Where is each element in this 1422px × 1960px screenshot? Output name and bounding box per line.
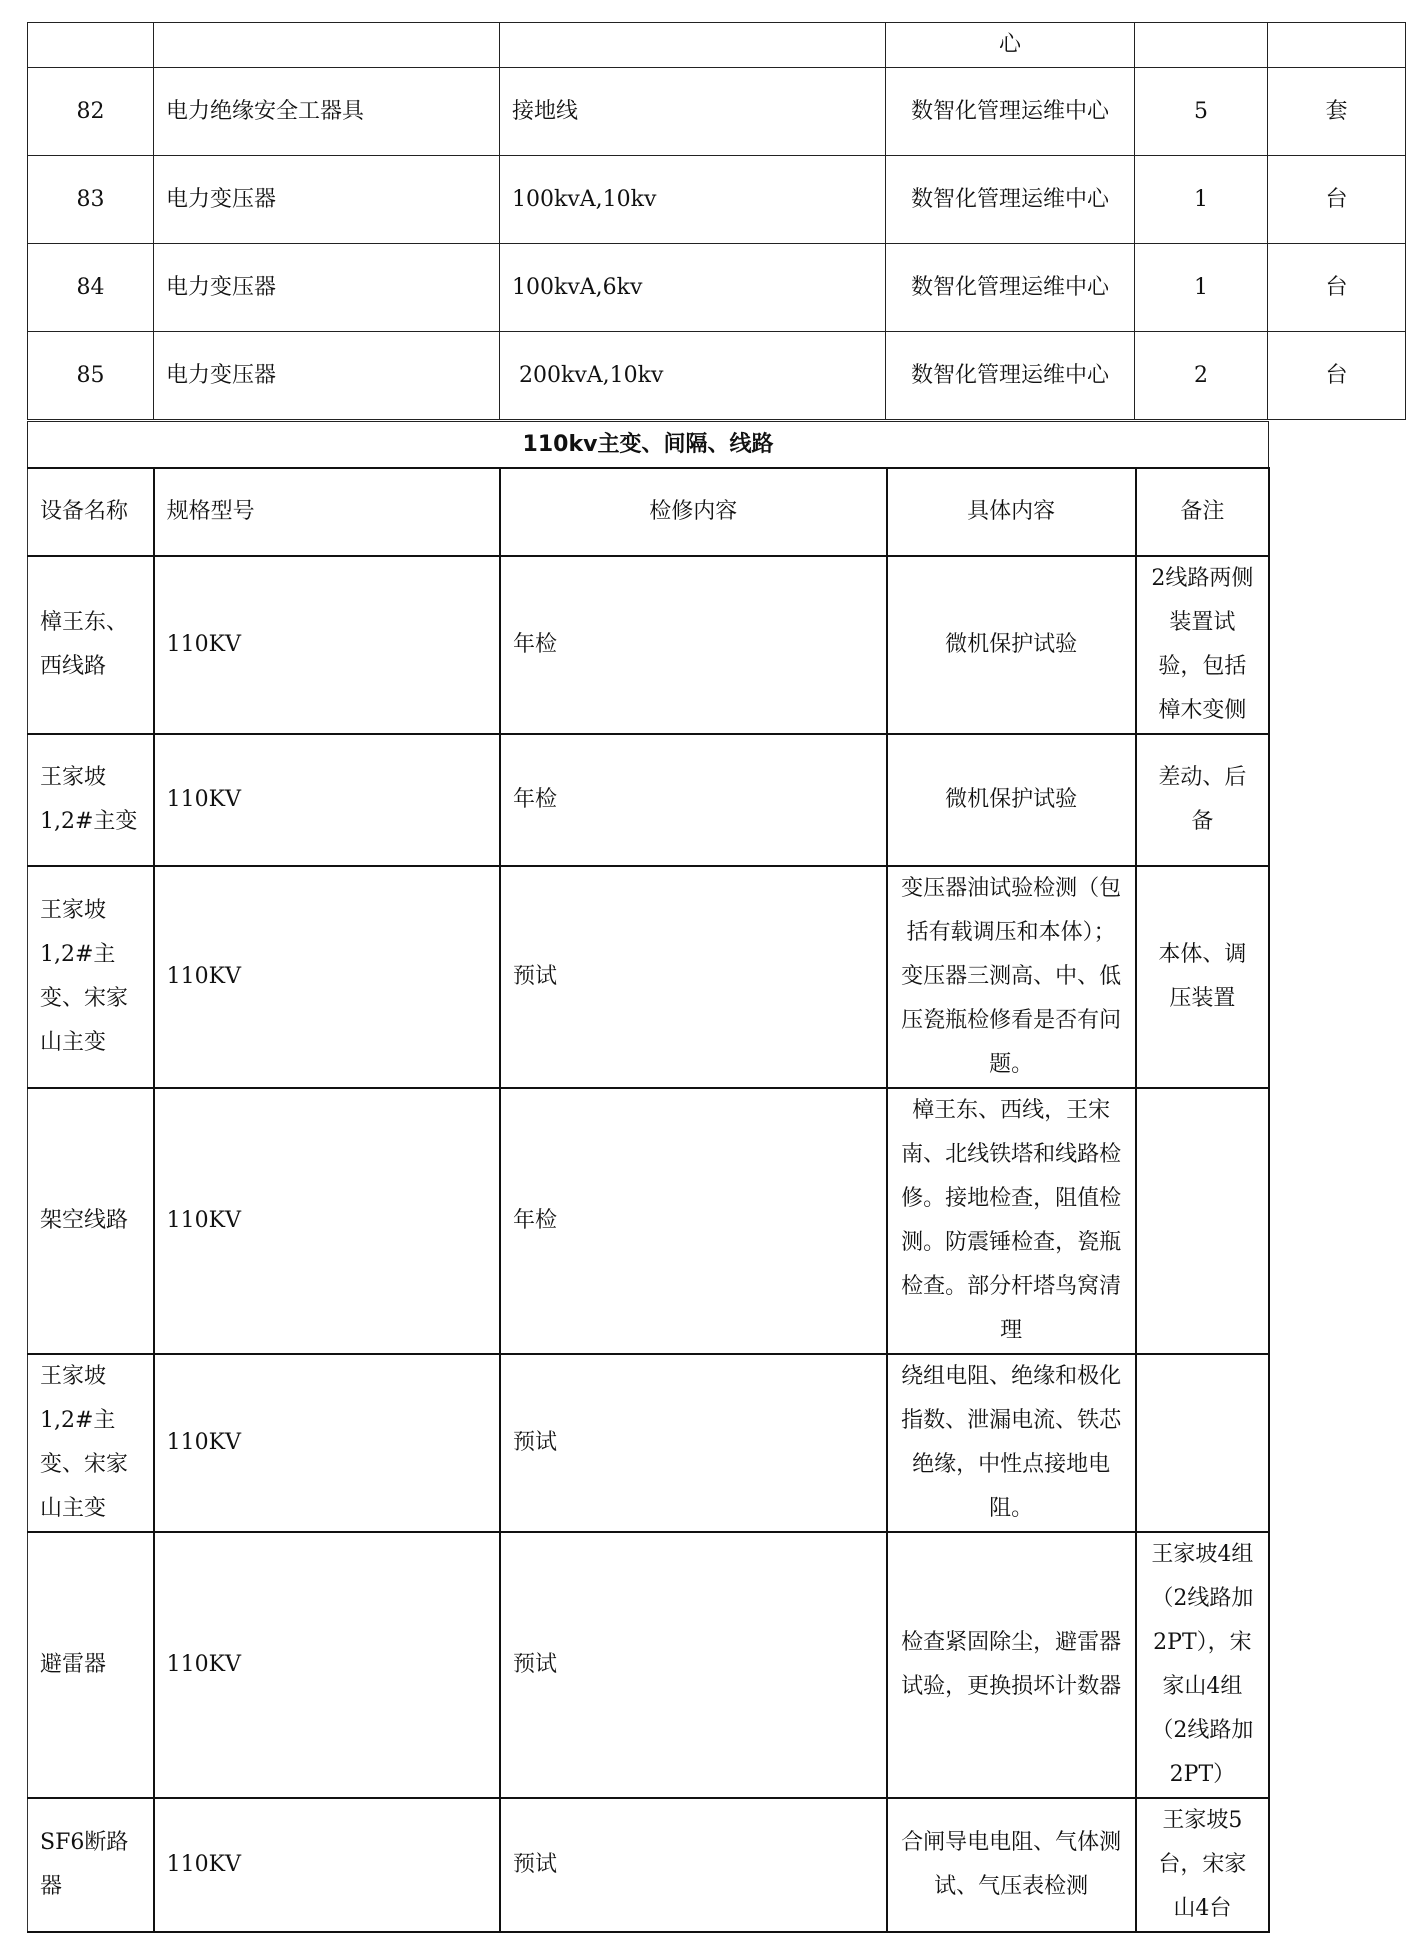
row-remark: 本体、调压装置	[1136, 866, 1269, 1088]
row-model: 110KV	[154, 1798, 500, 1932]
row-detail: 樟王东、西线，王宋南、北线铁塔和线路检修。接地检查，阻值检测。防震锤检查，瓷瓶检查。部分杆塔鸟窝清理	[887, 1088, 1136, 1354]
item-unit: 台	[1268, 244, 1406, 332]
item-no: 82	[28, 68, 154, 156]
item-spec: 接地线	[500, 68, 886, 156]
row-model: 110KV	[154, 1532, 500, 1798]
item-name: 电力变压器	[154, 244, 500, 332]
row-detail: 合闸导电电阻、气体测试、气压表检测	[887, 1798, 1136, 1932]
item-name: 电力变压器	[154, 332, 500, 420]
item-dept: 心	[886, 23, 1135, 68]
item-dept: 数智化管理运维中心	[886, 332, 1135, 420]
table-row	[28, 244, 1406, 332]
maintenance-table	[27, 467, 1270, 1933]
section-title: 110kv主变、间隔、线路	[27, 421, 1269, 467]
table-row	[28, 332, 1406, 420]
row-remark: 王家坡5台，宋家山4台	[1136, 1798, 1269, 1932]
item-no: 85	[28, 332, 154, 420]
row-model: 110KV	[154, 866, 500, 1088]
row-device: 架空线路	[28, 1088, 154, 1354]
row-detail: 微机保护试验	[887, 556, 1136, 734]
table-row	[28, 1088, 1270, 1354]
row-detail: 微机保护试验	[887, 734, 1136, 866]
row-content: 预试	[500, 866, 886, 1088]
row-content: 年检	[500, 734, 886, 866]
row-device: 王家坡1,2#主变、宋家山主变	[28, 866, 154, 1088]
table-header-row	[28, 468, 1270, 556]
row-model: 110KV	[154, 1354, 500, 1532]
row-detail: 绕组电阻、绝缘和极化指数、泄漏电流、铁芯绝缘，中性点接地电阻。	[887, 1354, 1136, 1532]
item-unit	[1268, 23, 1406, 68]
item-unit: 台	[1268, 156, 1406, 244]
row-device: 樟王东、西线路	[28, 556, 154, 734]
header-model: 规格型号	[154, 468, 500, 556]
item-name	[154, 23, 500, 68]
item-qty: 1	[1135, 244, 1268, 332]
item-no: 84	[28, 244, 154, 332]
header-content: 检修内容	[500, 468, 886, 556]
row-content: 预试	[500, 1532, 886, 1798]
table-row	[28, 23, 1406, 68]
table-row	[28, 156, 1406, 244]
row-remark: 2线路两侧装置试验，包括樟木变侧	[1136, 556, 1269, 734]
table-row	[28, 556, 1270, 734]
row-model: 110KV	[154, 1088, 500, 1354]
table-row	[28, 1798, 1270, 1932]
item-unit: 套	[1268, 68, 1406, 156]
item-name: 电力绝缘安全工器具	[154, 68, 500, 156]
header-detail: 具体内容	[887, 468, 1136, 556]
row-detail: 变压器油试验检测（包括有载调压和本体）；变压器三测高、中、低压瓷瓶检修看是否有问题。	[887, 866, 1136, 1088]
row-detail: 检查紧固除尘，避雷器试验，更换损坏计数器	[887, 1532, 1136, 1798]
row-device: 王家坡1,2#主变、宋家山主变	[28, 1354, 154, 1532]
row-remark: 差动、后备	[1136, 734, 1269, 866]
item-spec	[500, 23, 886, 68]
row-device: 避雷器	[28, 1532, 154, 1798]
item-dept: 数智化管理运维中心	[886, 68, 1135, 156]
item-qty: 1	[1135, 156, 1268, 244]
row-remark: 王家坡4组（2线路加2PT），宋家山4组（2线路加2PT）	[1136, 1532, 1269, 1798]
row-remark	[1136, 1354, 1269, 1532]
table-row	[28, 1354, 1270, 1532]
item-spec: 200kvA,10kv	[500, 332, 886, 420]
item-spec: 100kvA,6kv	[500, 244, 886, 332]
row-content: 年检	[500, 1088, 886, 1354]
item-qty: 2	[1135, 332, 1268, 420]
header-device: 设备名称	[28, 468, 154, 556]
row-content: 年检	[500, 556, 886, 734]
row-device: 王家坡1,2#主变	[28, 734, 154, 866]
item-name: 电力变压器	[154, 156, 500, 244]
item-unit: 台	[1268, 332, 1406, 420]
row-device: SF6断路器	[28, 1798, 154, 1932]
row-model: 110KV	[154, 556, 500, 734]
equipment-list-table	[27, 22, 1406, 420]
item-qty: 5	[1135, 68, 1268, 156]
item-no: 83	[28, 156, 154, 244]
table-row	[28, 866, 1270, 1088]
row-content: 预试	[500, 1354, 886, 1532]
row-content: 预试	[500, 1798, 886, 1932]
item-dept: 数智化管理运维中心	[886, 156, 1135, 244]
header-remark: 备注	[1136, 468, 1269, 556]
table-row	[28, 1532, 1270, 1798]
item-spec: 100kvA,10kv	[500, 156, 886, 244]
item-qty	[1135, 23, 1268, 68]
item-no	[28, 23, 154, 68]
item-dept: 数智化管理运维中心	[886, 244, 1135, 332]
row-model: 110KV	[154, 734, 500, 866]
table-row	[28, 68, 1406, 156]
table-row	[28, 734, 1270, 866]
row-remark	[1136, 1088, 1269, 1354]
